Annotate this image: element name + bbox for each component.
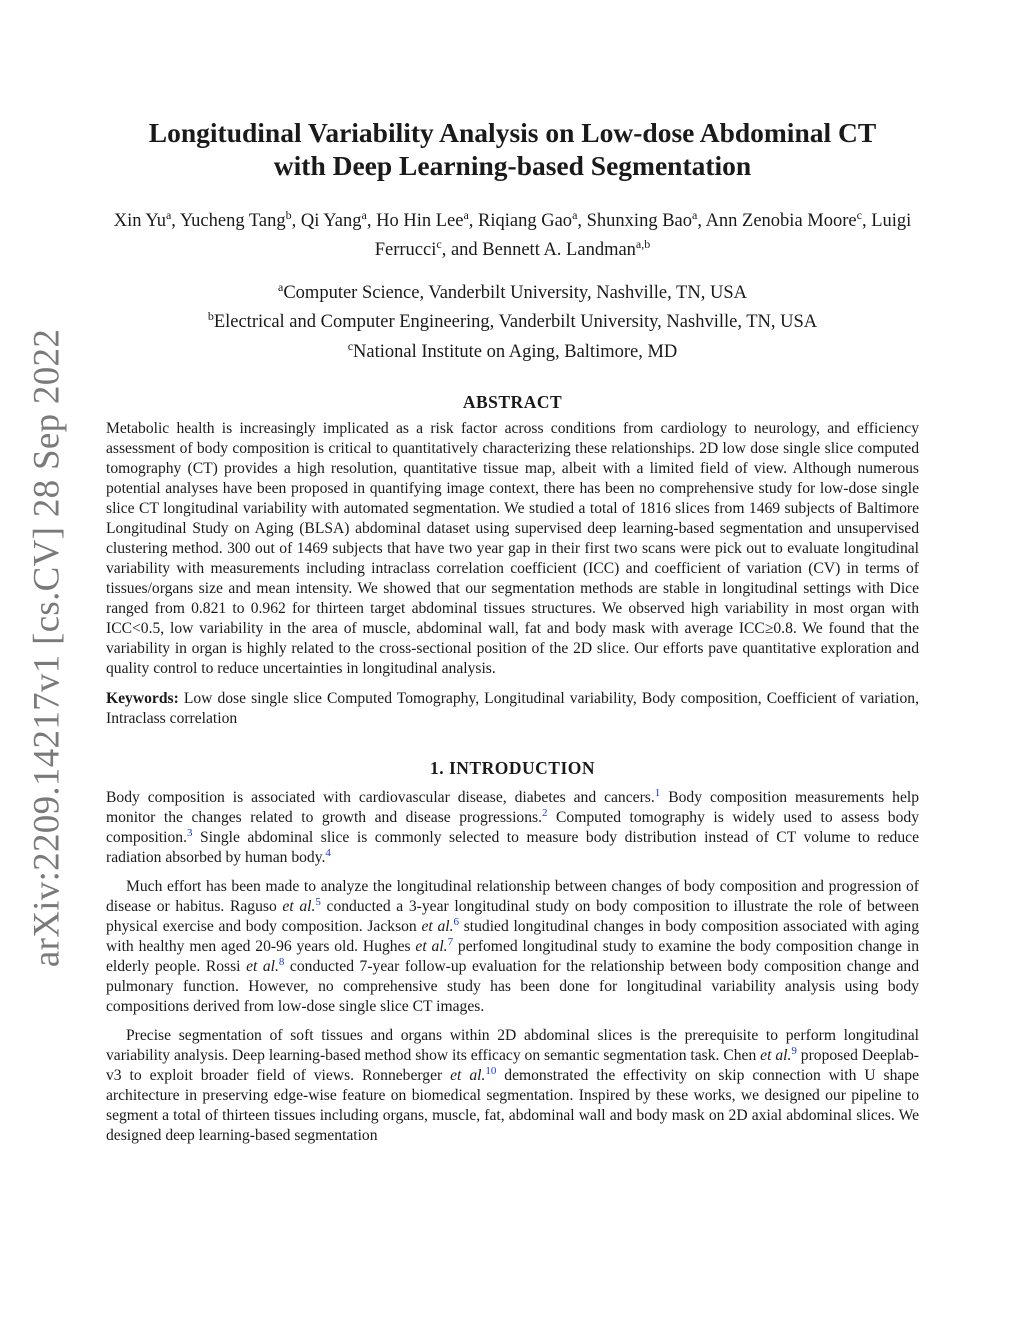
affiliation-text: Computer Science, Vanderbilt University, Nashville, TN, USA — [283, 283, 747, 304]
author-affiliation-mark: a,b — [635, 237, 651, 252]
author-affiliation-mark: a — [572, 208, 578, 222]
text-run: demonstrated the effectivity on skip connection with U shape architecture in preserving edge-wise feature on biomedical segmentation. Inspired by these works, we designed our pipeline to segment a total of thirteen tissues including organs, muscle, fat, abdominal wall and body mask on 2D axial abdominal slices. We designed deep learning-based segmentation — [106, 1066, 920, 1144]
text-run: proposed Deeplab-v3 to exploit broader field of views. Ronneberger — [106, 1046, 920, 1084]
arxiv-identifier: arXiv:2209.14217v1 [cs.CV] 28 Sep 2022 — [26, 328, 68, 968]
citation-link[interactable]: 1 — [654, 786, 661, 799]
author-name: Shunxing Bao — [586, 211, 692, 232]
author-name: Bennett A. Landman — [482, 240, 636, 261]
italic-run: et al. — [760, 1046, 792, 1064]
keywords — [106, 689, 919, 729]
italic-run: et al. — [415, 937, 448, 955]
text-run: Body composition is associated with cardiovascular disease, diabetes and cancers. — [106, 788, 655, 806]
citation-link[interactable]: 9 — [791, 1044, 797, 1057]
title-line-1: Longitudinal Variability Analysis on Low-dose Abdominal CT — [148, 117, 877, 148]
abstract-heading: ABSTRACT — [462, 391, 563, 412]
intro-heading: 1. INTRODUCTION — [429, 757, 596, 778]
italic-run: et al. — [421, 917, 454, 935]
author-name: Ann Zenobia Moore — [705, 211, 857, 232]
affiliation-text: Electrical and Computer Engineering, Vanderbilt University, Nashville, TN, USA — [213, 312, 818, 333]
affiliation — [106, 335, 919, 364]
author-name: Ho Hin Lee — [376, 211, 464, 232]
citation-link[interactable]: 4 — [325, 846, 331, 859]
arxiv-sidebar — [0, 0, 90, 1325]
text-run: Much effort has been made to analyze the longitudinal relationship between changes of body composition and progression of disease or habitus. Raguso — [106, 877, 919, 915]
abstract-text: Metabolic health is increasingly implicated as a risk factor across conditions from cardiology to neurology, and efficiency assessment of body composition is critical to quantitatively characterizing these relationships. 2D low dose single slice computed tomography (CT) provides a high resolution, quantitative tissue map, albeit with a limited field of view. Although numerous potential analyses have been proposed in quantifying image context, there has been no comprehensive study for low-dose single slice CT longitudinal variability with automated segmentation. We studied a total of 1816 slices from 1469 subjects of Baltimore Longitudinal Study on Aging (BLSA) abdominal dataset using supervised deep learning-based segmentation and unsupervised clustering method. 300 out of 1469 subjects that have two year gap in their first two scans were pick out to evaluate longitudinal variability with measurements including intraclass correlation coefficient (ICC) and coefficient of variation (CV) in terms of tissues/organs size and mean intensity. We showed that our segmentation methods are stable in longitudinal settings with Dice ranged from 0.821 to 0.962 for thirteen target abdominal tissues structures. We observed high variability in most organ with ICC<0.5, low variability in the area of muscle, abdominal wall, fat and body mask with average ICC≥0.8. We found that the variability in organ is highly related to the cross-sectional position of the 2D slice. Our efforts pave quantitative exploration and quality control to reduce uncertainties in longitudinal analysis. — [106, 419, 919, 677]
citation-link[interactable]: 7 — [447, 935, 454, 948]
text-run: Single abdominal slice is commonly selected to measure body distribution instead of CT volume to reduce radiation absorbed by human body. — [106, 828, 919, 866]
text-run: Body composition measurements help monitor the changes related to growth and disease progressions. — [106, 788, 919, 826]
text-run: conducted a 3-year longitudinal study on body composition to illustrate the role of between physical exercise and body composition. Jackson — [106, 897, 919, 935]
affiliation-mark: a — [278, 280, 284, 295]
author-affiliation-mark: b — [285, 208, 292, 222]
citation-link[interactable]: 3 — [187, 826, 193, 839]
author-affiliation-mark: a — [361, 208, 367, 222]
citation-link[interactable]: 8 — [278, 955, 285, 968]
paper-page — [106, 116, 919, 1146]
author-affiliation-mark: a — [165, 208, 172, 222]
author-affiliation-mark: a — [692, 208, 698, 222]
paper-title — [106, 116, 919, 182]
citation-link[interactable]: 10 — [485, 1064, 497, 1077]
text-run: perfomed longitudinal study to examine the body composition change in elderly people. Rossi — [106, 937, 919, 975]
text-run: Computed tomography is widely used to assess body composition. — [106, 808, 919, 846]
citation-link[interactable]: 6 — [453, 915, 459, 928]
author-name: Luigi Ferrucci — [374, 211, 912, 261]
title-line-2: with Deep Learning-based Segmentation — [273, 150, 752, 181]
affiliation-mark: c — [347, 338, 354, 353]
keywords-label: Keywords: — [106, 689, 179, 707]
intro-paragraph-1 — [106, 788, 919, 868]
citation-link[interactable]: 2 — [541, 806, 548, 819]
intro-paragraph-2 — [106, 877, 919, 1017]
italic-run: et al. — [246, 957, 279, 975]
text-run: conducted 7-year follow-up evaluation for the relationship between body composition change and pulmonary function. However, no comprehensive study has been done for longitudinal variability analysis using body compositions derived from low-dose single slice CT images. — [106, 957, 919, 1015]
affiliation-text: National Institute on Aging, Baltimore, MD — [353, 341, 678, 362]
keywords-text: Low dose single slice Computed Tomography, Longitudinal variability, Body composition, Coefficient of variation, Intraclass correlation — [106, 689, 919, 727]
author-affiliation-mark: a — [463, 208, 469, 222]
author-affiliation-mark: c — [856, 208, 862, 222]
affiliation-mark: b — [207, 309, 214, 324]
author-name: Xin Yu — [113, 211, 166, 232]
author-name: Yucheng Tang — [179, 211, 286, 232]
text-run: Precise segmentation of soft tissues and organs within 2D abdominal slices is the prerequisite to perform longitudinal variability analysis. Deep learning-based method show its efficacy on semantic segmentation task. Chen — [106, 1026, 919, 1064]
citation-link[interactable]: 5 — [315, 895, 321, 908]
italic-run: et al. — [450, 1066, 486, 1084]
author-name: Riqiang Gao — [478, 211, 573, 232]
text-run: studied longitudinal changes in body composition associated with aging with healthy men aged 20-96 years old. Hughes — [106, 917, 919, 955]
author-list: Xin Yu$^a$, Yucheng Tang$^b$, Qi Yang$^a$, Ho Hin Lee$^a$, Riqiang Gao$^a$, Shunxing Bao$^a$, Ann Zenobia Moore$^c$, Luigi Ferrucci$^c$, and Bennett A. Landman$^{a,b}$ — [113, 208, 912, 261]
affiliation — [106, 305, 919, 334]
italic-run: et al. — [282, 897, 316, 915]
intro-paragraph-3 — [106, 1026, 919, 1146]
affiliation-list — [106, 276, 919, 363]
author-affiliation-mark: c — [436, 237, 442, 252]
author-name: Qi Yang — [300, 211, 362, 232]
affiliation — [106, 276, 919, 305]
